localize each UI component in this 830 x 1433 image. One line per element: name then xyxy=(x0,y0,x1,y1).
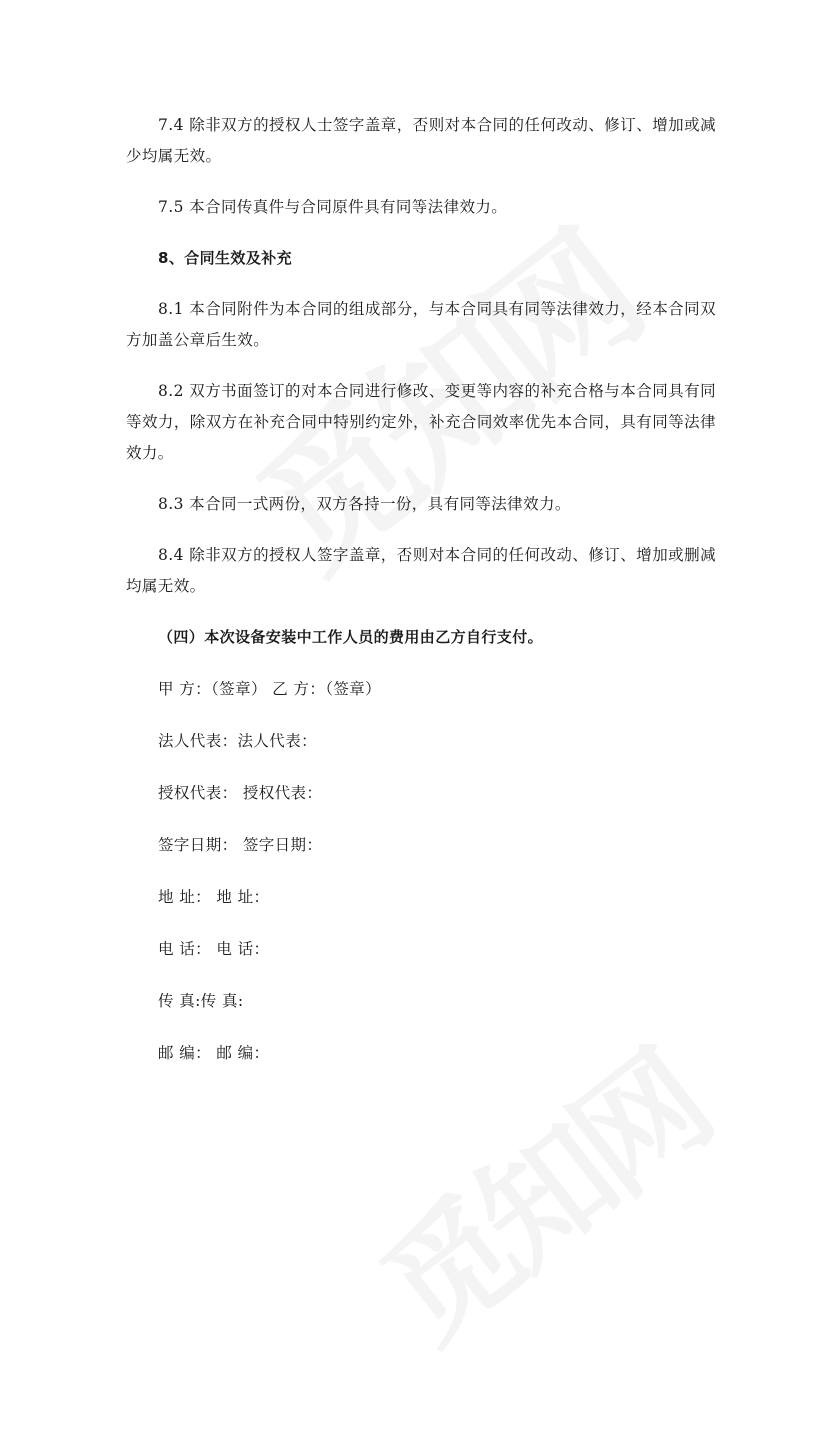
signature-legal-rep-line: 法人代表：法人代表： xyxy=(158,732,318,750)
clause-8-1: 8.1 本合同附件为本合同的组成部分，与本合同具有同等法律效力，经本合同双方加盖公章后生效。 xyxy=(126,300,716,349)
signature-party-line: 甲 方：（签章） 乙 方：（签章） xyxy=(158,680,382,698)
clause-8-4: 8.4 除非双方的授权人签字盖章，否则对本合同的任何改动、修订、增加或删减均属无效。 xyxy=(126,546,716,595)
section-heading-4: （四）本次设备安装中工作人员的费用由乙方自行支付。 xyxy=(158,628,544,646)
signature-postcode-line: 邮 编： 邮 编： xyxy=(158,1044,270,1062)
section-heading-8: 8、合同生效及补充 xyxy=(158,249,293,267)
signature-address-line: 地 址： 地 址： xyxy=(158,888,270,906)
clause-7-5: 7.5 本合同传真件与合同原件具有同等法律效力。 xyxy=(158,198,508,216)
watermark-bottom xyxy=(338,1007,782,1433)
signature-auth-rep-line: 授权代表： 授权代表： xyxy=(158,784,323,802)
signature-date-line: 签字日期： 签字日期： xyxy=(158,836,323,854)
clause-8-2: 8.2 双方书面签订的对本合同进行修改、变更等内容的补充合格与本合同具有同等效力，除双方在补充合同中特别约定外，补充合同效率优先本合同，具有同等法律效力。 xyxy=(126,382,716,462)
clause-7-4: 7.4 除非双方的授权人士签字盖章，否则对本合同的任何改动、修订、增加或减少均属无效。 xyxy=(126,116,716,165)
document-body xyxy=(126,110,716,1069)
signature-phone-line: 电 话： 电 话： xyxy=(158,940,270,958)
clause-8-3: 8.3 本合同一式两份，双方各持一份，具有同等法律效力。 xyxy=(158,495,571,513)
signature-fax-line: 传 真:传 真: xyxy=(158,992,244,1010)
signature-block xyxy=(126,674,716,1069)
